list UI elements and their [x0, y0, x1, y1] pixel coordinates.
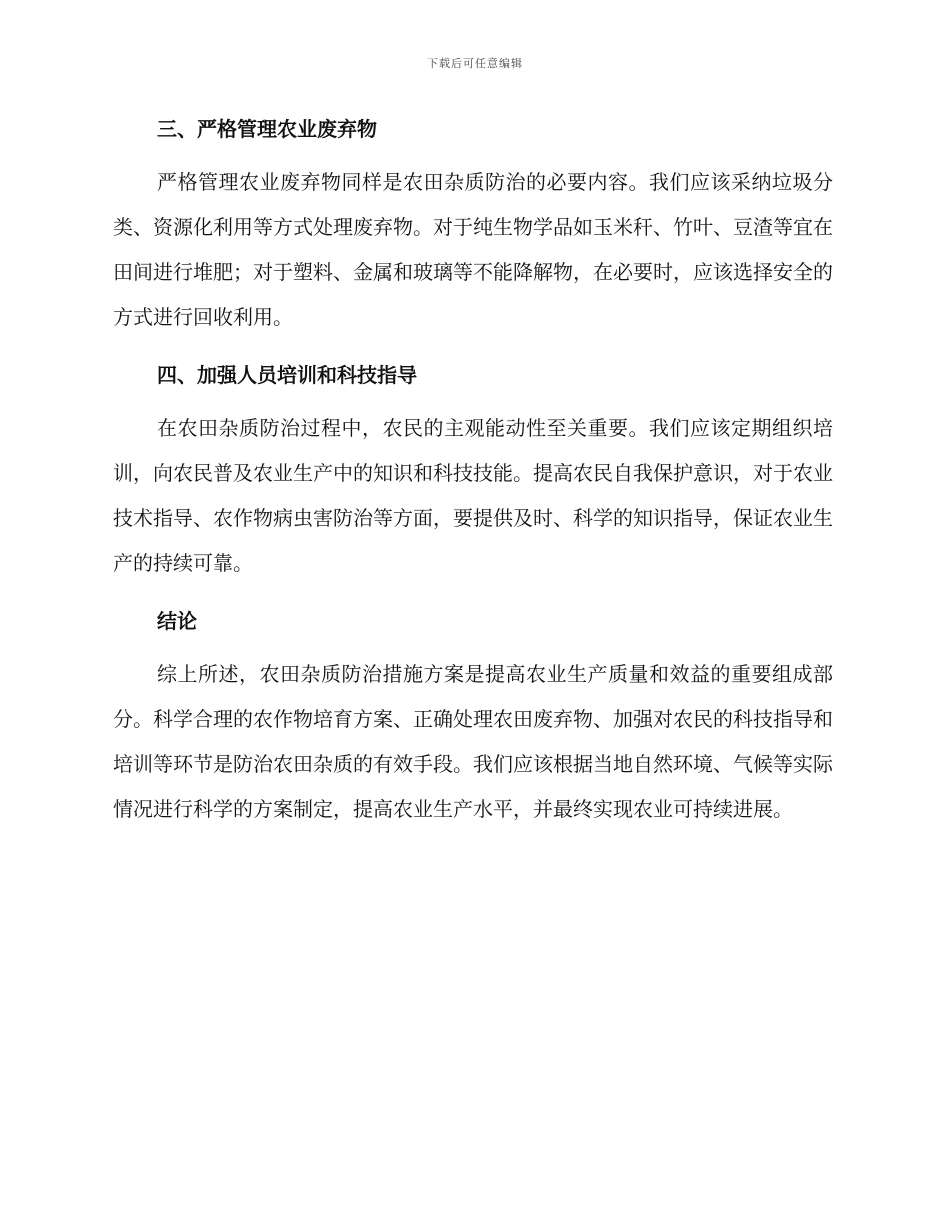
section-paragraph-waste-management: 严格管理农业废弃物同样是农田杂质防治的必要内容。我们应该采纳垃圾分类、资源化利用等方式处理废弃物。对于纯生物学品如玉米秆、竹叶、豆渣等宜在田间进行堆肥；对于塑料、金属和玻璃等不能降解物，在必要时，应该选择安全的方式进行回收利用。 — [113, 170, 833, 329]
section-paragraph-training: 在农田杂质防治过程中，农民的主观能动性至关重要。我们应该定期组织培训，向农民普及农业生产中的知识和科技技能。提高农民自我保护意识，对于农业技术指导、农作物病虫害防治等方面，要提供及时、科学的知识指导，保证农业生产的持续可靠。 — [113, 416, 833, 575]
section-heading-conclusion: 结论 — [157, 609, 197, 633]
page-header-note: 下载后可任意编辑 — [427, 57, 523, 70]
section-heading-waste-management: 三、严格管理农业废弃物 — [157, 117, 377, 141]
section-heading-training: 四、加强人员培训和科技指导 — [157, 363, 417, 387]
document-body — [113, 112, 833, 850]
section-paragraph-conclusion: 综上所述，农田杂质防治措施方案是提高农业生产质量和效益的重要组成部分。科学合理的农作物培育方案、正确处理农田废弃物、加强对农民的科技指导和培训等环节是防治农田杂质的有效手段。我们应该根据当地自然环境、气候等实际情况进行科学的方案制定，提高农业生产水平，并最终实现农业可持续进展。 — [113, 662, 833, 821]
